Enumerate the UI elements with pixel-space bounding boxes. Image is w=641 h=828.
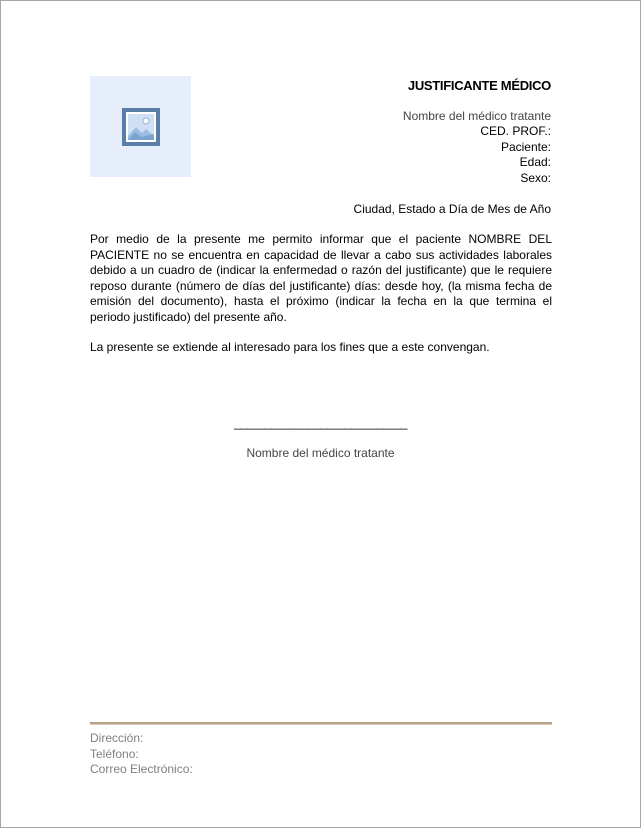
signature-name: Nombre del médico tratante bbox=[246, 446, 395, 460]
sex-label: Sexo: bbox=[520, 170, 551, 185]
footer-email: Correo Electrónico: bbox=[90, 762, 193, 776]
footer-divider bbox=[90, 722, 552, 724]
header-block bbox=[403, 78, 551, 186]
age-label: Edad: bbox=[519, 155, 551, 169]
signature-line: ____________________________ bbox=[234, 416, 407, 430]
logo-placeholder[interactable] bbox=[90, 76, 191, 177]
closing-paragraph: La presente se extiende al interesado para los fines que a este convengan. bbox=[90, 340, 490, 354]
footer bbox=[90, 731, 193, 778]
doctor-name: Nombre del médico tratante bbox=[402, 108, 551, 123]
footer-address: Dirección: bbox=[90, 731, 144, 745]
body-paragraph: Por medio de la presente me permito informar que el paciente NOMBRE DEL PACIENTE no se encuentra en capacidad de llevar a cabo sus actividades laborales debido a un cuadro de (indicar la enfermedad o razón del justificante) que le requiere reposo durante (número de días del justificante) días: desde hoy, (la misma fecha de emisión del documento), hasta el próximo (indicar la fecha en la que termina el periodo justificado) del presente año. bbox=[90, 232, 552, 324]
document-title: JUSTIFICANTE MÉDICO bbox=[407, 78, 551, 93]
patient-label: Paciente: bbox=[500, 139, 551, 154]
image-placeholder-icon bbox=[122, 108, 160, 146]
date-line: Ciudad, Estado a Día de Mes de Año bbox=[353, 202, 551, 216]
ced-prof-label: CED. PROF.: bbox=[480, 124, 551, 138]
footer-phone: Teléfono: bbox=[90, 746, 139, 761]
